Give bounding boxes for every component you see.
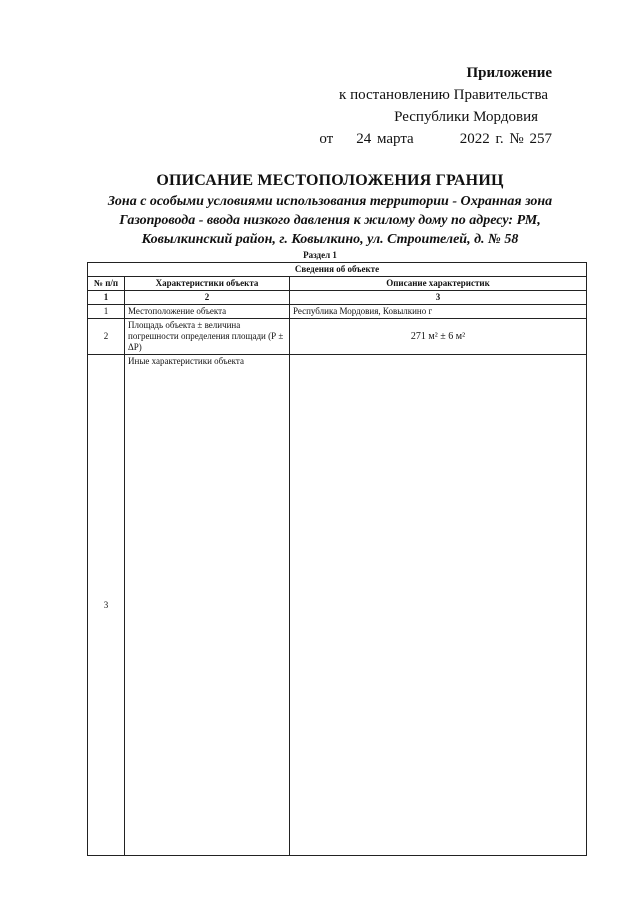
table-caption-row bbox=[88, 263, 587, 277]
index-cell-3: 3 bbox=[290, 291, 587, 305]
table-header-row bbox=[88, 277, 587, 291]
appendix-date-line bbox=[319, 128, 552, 150]
appendix-block bbox=[319, 62, 552, 150]
row-number: 1 bbox=[88, 305, 125, 319]
appendix-title: Приложение bbox=[466, 65, 552, 81]
row-value: 271 м² ± 6 м² bbox=[290, 319, 587, 355]
appendix-line-2: к постановлению Правительства bbox=[339, 87, 548, 103]
subtitle-line-2: Газопровода - ввода низкого давления к жилому дому по адресу: РМ, bbox=[119, 213, 541, 228]
table-row bbox=[88, 305, 587, 319]
date-prefix: от bbox=[319, 131, 334, 147]
header-description: Описание характеристик bbox=[290, 277, 587, 291]
row-value bbox=[290, 355, 587, 856]
section-label: Раздел 1 bbox=[303, 250, 337, 260]
object-info-table bbox=[87, 262, 587, 856]
table-row bbox=[88, 319, 587, 355]
date-year-number: 2022 г. № 257 bbox=[459, 131, 552, 147]
row-number: 3 bbox=[88, 355, 125, 856]
row-characteristic: Иные характеристики объекта bbox=[125, 355, 290, 856]
document-title: ОПИСАНИЕ МЕСТОПОЛОЖЕНИЯ ГРАНИЦ bbox=[156, 172, 504, 189]
document-subtitle bbox=[80, 192, 580, 249]
index-cell-1: 1 bbox=[88, 291, 125, 305]
header-characteristic: Характеристики объекта bbox=[125, 277, 290, 291]
row-characteristic: Площадь объекта ± величина погрешности определения площади (Р ± ΔР) bbox=[125, 319, 290, 355]
row-value: Республика Мордовия, Ковылкино г bbox=[290, 305, 587, 319]
header-number: № п/п bbox=[88, 277, 125, 291]
row-characteristic: Местоположение объекта bbox=[125, 305, 290, 319]
appendix-line-3: Республики Мордовия bbox=[394, 109, 538, 125]
subtitle-line-3: Ковылкинский район, г. Ковылкино, ул. Строителей, д. № 58 bbox=[141, 232, 519, 247]
table-index-row bbox=[88, 291, 587, 305]
title-block bbox=[80, 172, 580, 249]
subtitle-line-1: Зона с особыми условиями использования территории - Охранная зона bbox=[107, 194, 553, 209]
table-row bbox=[88, 355, 587, 856]
index-cell-2: 2 bbox=[125, 291, 290, 305]
table-caption: Сведения об объекте bbox=[88, 263, 587, 277]
row-number: 2 bbox=[88, 319, 125, 355]
date-day-month: 24 марта bbox=[356, 131, 414, 147]
